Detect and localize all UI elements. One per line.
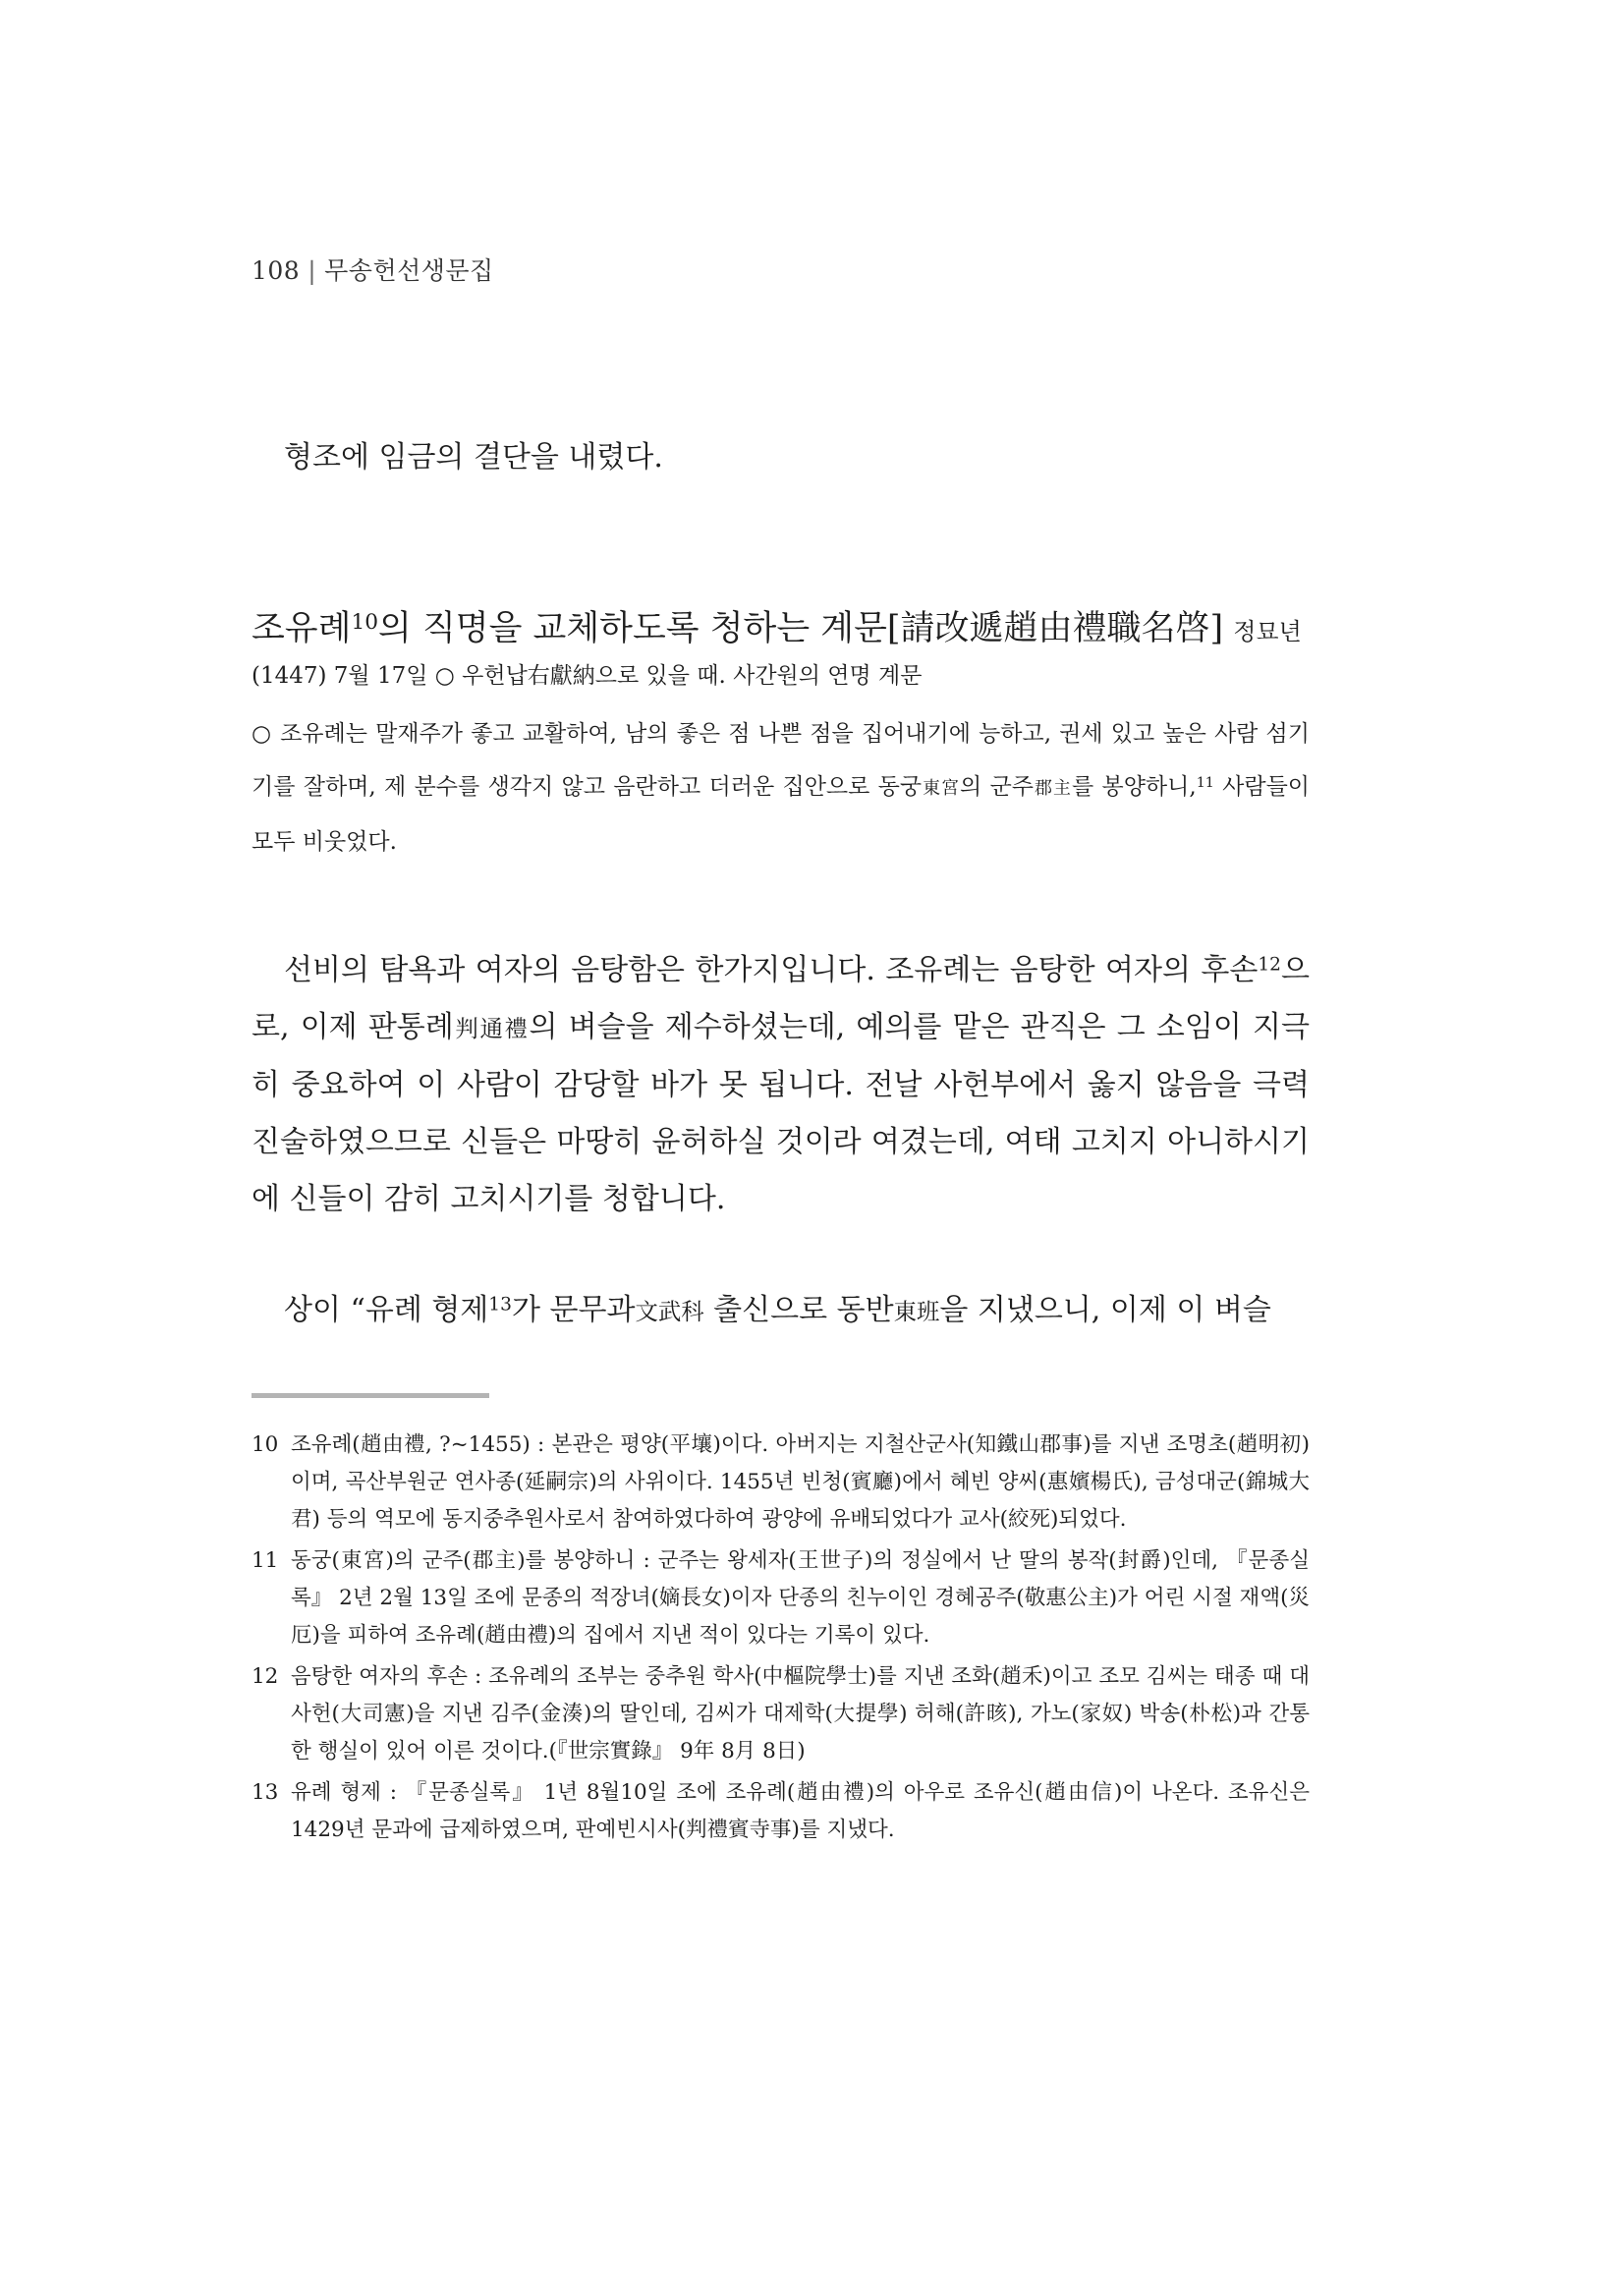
summary-text-4: 사람들이 모두 비웃었다. (252, 774, 1311, 855)
reply-hanja-1: 文武科 (635, 1298, 704, 1325)
summary-paragraph (252, 707, 1310, 868)
section-title (252, 605, 1310, 655)
footnote-text: 음탕한 여자의 후손 : 조유례의 조부는 중추원 학사(中樞院學士)를 지낸 조화(趙禾)이고 조모 김씨는 태종 때 대사헌(大司憲)을 지낸 김주(金湊)의 딸인데, 김씨가 대제학(大提學) 허해(許晐), 가노(家奴) 박송(朴松)과 간통한 행실이 있어 이른 것이다.(『世宗實錄』 9年 8月 8日) (291, 1664, 1310, 1764)
summary-text-1: ○ 조유례는 말재주가 좋고 교활하여, 남의 좋은 점 나쁜 점을 집어내기에 능하고, 권세 있고 높은 사람 섬기기를 잘하며, 제 분수를 생각지 않고 음란하고 더러운 집안으로 동궁 (252, 721, 1310, 800)
footnote-number: 10 (252, 1432, 279, 1457)
summary-hanja-2: 郡主 (1034, 778, 1072, 799)
petition-paragraph-block (252, 942, 1310, 1228)
book-title: 무송헌선생문집 (324, 256, 494, 285)
reply-text-2: 가 문무과 (511, 1293, 636, 1327)
footnotes (252, 1427, 1310, 1853)
footnote-number: 12 (252, 1664, 279, 1689)
footnote-ref-11[interactable]: 11 (1196, 774, 1214, 791)
petition-hanja: 判通禮 (453, 1015, 530, 1042)
section-title-name: 조유례 (252, 609, 352, 648)
footnote-text: 동궁(東宮)의 군주(郡主)를 봉양하니 : 군주는 왕세자(王世子)의 정실에서 난 딸의 봉작(封爵)인데, 『문종실록』 2년 2월 13일 조에 문종의 적장녀(嫡長女)이자 단종의 친누이인 경혜공주(敬惠公主)가 어린 시절 재액(災厄)을 피하여 조유례(趙由禮)의 집에서 지낸 적이 있다는 기록이 있다. (291, 1548, 1310, 1648)
petition-paragraph (252, 942, 1310, 1228)
section-heading-block (252, 605, 1310, 697)
reply-text-3: 출신으로 동반 (703, 1293, 894, 1327)
opening-paragraph: 형조에 임금의 결단을 내렸다. (284, 440, 663, 475)
footnote-13 (252, 1774, 1310, 1849)
petition-text-1: 선비의 탐욕과 여자의 음탕함은 한가지입니다. 조유례는 음탕한 여자의 후손 (284, 953, 1259, 987)
opening-paragraph-block (252, 429, 1310, 486)
reply-text-1: 상이 “유례 형제 (284, 1293, 489, 1327)
reply-paragraph (252, 1282, 1310, 1340)
header-separator: | (308, 256, 317, 285)
reply-text-4: 을 지냈으니, 이제 이 벼슬 (939, 1293, 1271, 1327)
footnote-number: 11 (252, 1548, 279, 1573)
footnote-11 (252, 1542, 1310, 1654)
petition-text-3: 의 벼슬을 제수하셨는데, 예의를 맡은 관직은 그 소임이 지극히 중요하여 이 사람이 감당할 바가 못 됩니다. 전날 사헌부에서 옳지 않음을 극력 진술하였으므로 신들은 마땅히 윤허하실 것이라 여겼는데, 여태 고치지 아니하시기에 신들이 감히 고치시기를 청합니다. (252, 1010, 1310, 1216)
summary-text-2: 의 군주 (960, 774, 1035, 800)
page-number: 108 (252, 256, 301, 285)
summary-hanja-1: 東宮 (922, 778, 961, 799)
footnote-divider (252, 1393, 489, 1398)
section-title-rest: 의 직명을 교체하도록 청하는 계문[請改遞趙由禮職名啓] (378, 609, 1224, 648)
petition-text-2: 으로, 이제 판통례 (252, 953, 1310, 1044)
footnote-text: 조유례(趙由禮, ?~1455) : 본관은 평양(平壤)이다. 아버지는 지철산군사(知鐵山郡事)를 지낸 조명초(趙明初)이며, 곡산부원군 연사종(延嗣宗)의 사위이다. 1455년 빈청(賓廳)에서 혜빈 양씨(惠嬪楊氏), 금성대군(錦城大君) 등의 역모에 동지중추원사로서 참여하였다하여 광양에 유배되었다가 교사(絞死)되었다. (291, 1432, 1310, 1532)
footnote-ref-13[interactable]: 13 (488, 1294, 512, 1316)
footnote-ref-12[interactable]: 12 (1258, 954, 1282, 976)
section-meta: (1447) 7월 17일 ○ 우헌납右獻納으로 있을 때. 사간원의 연명 계문 (252, 663, 923, 689)
reply-hanja-2: 東班 (893, 1298, 940, 1325)
footnote-ref-10[interactable]: 10 (351, 610, 379, 636)
running-header (252, 252, 494, 287)
footnote-text: 유례 형제 : 『문종실록』 1년 8월10일 조에 조유례(趙由禮)의 아우로 조유신(趙由信)이 나온다. 조유신은 1429년 문과에 급제하였으며, 판예빈시사(判禮賓寺事)를 지냈다. (291, 1780, 1310, 1842)
reply-paragraph-block (252, 1282, 1310, 1340)
footnote-number: 13 (252, 1780, 279, 1805)
footnote-10 (252, 1427, 1310, 1539)
summary-text-3: 를 봉양하니, (1071, 774, 1197, 800)
section-title-year: 정묘년 (1233, 618, 1302, 645)
summary-block (252, 707, 1310, 868)
footnote-12 (252, 1658, 1310, 1770)
